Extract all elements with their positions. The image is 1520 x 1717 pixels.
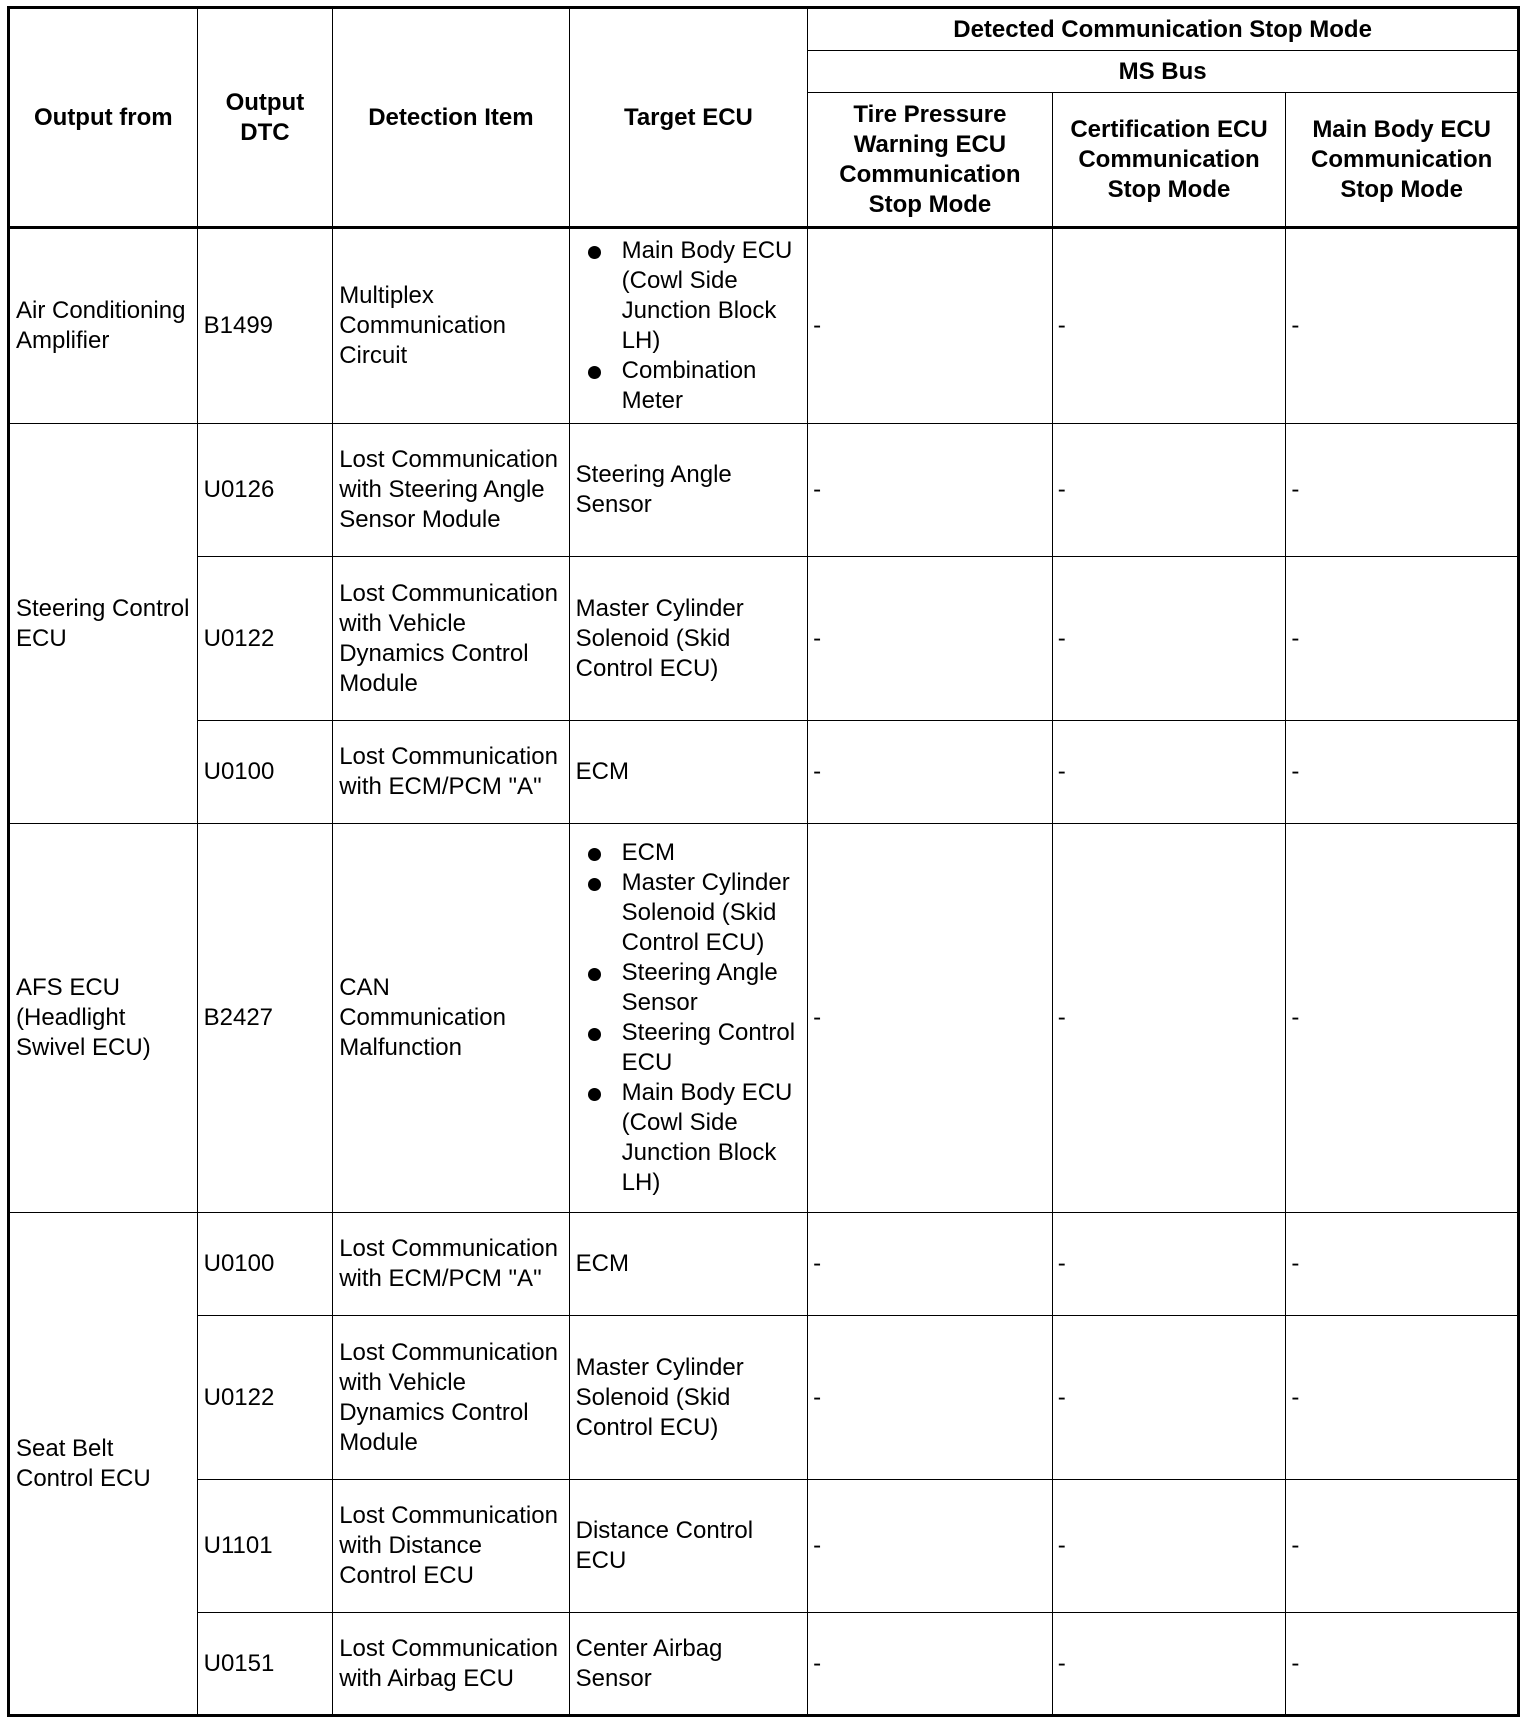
output-from-cell: Air Conditioning Amplifier bbox=[9, 228, 198, 424]
output-from-cell: Steering Control ECU bbox=[9, 424, 198, 824]
output-from-cell: Seat Belt Control ECU bbox=[9, 1213, 198, 1716]
main-body-cell: - bbox=[1286, 1316, 1519, 1480]
bullet-icon bbox=[588, 366, 601, 379]
header-detection-item: Detection Item bbox=[333, 8, 569, 228]
tire-pressure-cell: - bbox=[808, 1480, 1053, 1613]
dtc-cell: U0100 bbox=[197, 721, 333, 824]
list-item: Steering Angle Sensor bbox=[572, 958, 806, 1018]
certification-cell: - bbox=[1052, 228, 1286, 424]
list-item: Main Body ECU (Cowl Side Junction Block LH) bbox=[572, 236, 806, 356]
tire-pressure-cell: - bbox=[808, 557, 1053, 721]
table-row bbox=[9, 1213, 1519, 1316]
tire-pressure-cell: - bbox=[808, 721, 1053, 824]
dtc-cell: B1499 bbox=[197, 228, 333, 424]
target-list bbox=[572, 838, 806, 1198]
tire-pressure-cell: - bbox=[808, 824, 1053, 1213]
main-body-cell: - bbox=[1286, 1213, 1519, 1316]
header-output-from: Output from bbox=[9, 8, 198, 228]
dtc-cell: U0151 bbox=[197, 1613, 333, 1716]
detection-cell: Lost Communication with Steering Angle Sensor Module bbox=[333, 424, 569, 557]
bullet-icon bbox=[588, 848, 601, 861]
bullet-icon bbox=[588, 968, 601, 981]
table-row bbox=[9, 824, 1519, 1213]
table-row bbox=[9, 1613, 1519, 1716]
table-row bbox=[9, 1480, 1519, 1613]
detection-cell: Lost Communication with ECM/PCM "A" bbox=[333, 721, 569, 824]
tire-pressure-cell: - bbox=[808, 424, 1053, 557]
table-row bbox=[9, 228, 1519, 424]
output-from-cell: AFS ECU (Headlight Swivel ECU) bbox=[9, 824, 198, 1213]
tire-pressure-cell: - bbox=[808, 1316, 1053, 1480]
dtc-cell: U0122 bbox=[197, 557, 333, 721]
main-body-cell: - bbox=[1286, 824, 1519, 1213]
list-item: Combination Meter bbox=[572, 356, 806, 416]
main-body-cell: - bbox=[1286, 228, 1519, 424]
dtc-cell: U0126 bbox=[197, 424, 333, 557]
certification-cell: - bbox=[1052, 1480, 1286, 1613]
target-cell: Center Airbag Sensor bbox=[569, 1613, 808, 1716]
target-cell: Master Cylinder Solenoid (Skid Control ECU) bbox=[569, 1316, 808, 1480]
header-main-body-mode: Main Body ECU Communication Stop Mode bbox=[1286, 93, 1519, 228]
list-item: Steering Control ECU bbox=[572, 1018, 806, 1078]
tire-pressure-cell: - bbox=[808, 1213, 1053, 1316]
detection-cell: Lost Communication with Distance Control ECU bbox=[333, 1480, 569, 1613]
main-body-cell: - bbox=[1286, 1480, 1519, 1613]
table-row bbox=[9, 1316, 1519, 1480]
table-row bbox=[9, 424, 1519, 557]
target-cell: ECM bbox=[569, 1213, 808, 1316]
main-body-cell: - bbox=[1286, 557, 1519, 721]
table-row bbox=[9, 557, 1519, 721]
detection-cell: Lost Communication with Vehicle Dynamics Control Module bbox=[333, 557, 569, 721]
dtc-cell: U0100 bbox=[197, 1213, 333, 1316]
tire-pressure-cell: - bbox=[808, 1613, 1053, 1716]
certification-cell: - bbox=[1052, 824, 1286, 1213]
detection-cell: Lost Communication with ECM/PCM "A" bbox=[333, 1213, 569, 1316]
bullet-icon bbox=[588, 878, 601, 891]
header-certification-mode: Certification ECU Communication Stop Mode bbox=[1052, 93, 1286, 228]
header-ms-bus: MS Bus bbox=[808, 51, 1519, 93]
detection-cell: CAN Communication Malfunction bbox=[333, 824, 569, 1213]
dtc-cell: U0122 bbox=[197, 1316, 333, 1480]
header-output-dtc: Output DTC bbox=[197, 8, 333, 228]
header-detected-mode: Detected Communication Stop Mode bbox=[808, 8, 1519, 51]
certification-cell: - bbox=[1052, 1213, 1286, 1316]
certification-cell: - bbox=[1052, 1613, 1286, 1716]
target-cell: Distance Control ECU bbox=[569, 1480, 808, 1613]
target-cell bbox=[569, 228, 808, 424]
main-body-cell: - bbox=[1286, 721, 1519, 824]
detection-cell: Multiplex Communication Circuit bbox=[333, 228, 569, 424]
main-body-cell: - bbox=[1286, 1613, 1519, 1716]
header-tire-pressure-mode: Tire Pressure Warning ECU Communication Stop Mode bbox=[808, 93, 1053, 228]
target-cell: ECM bbox=[569, 721, 808, 824]
bullet-icon bbox=[588, 1028, 601, 1041]
certification-cell: - bbox=[1052, 424, 1286, 557]
header-target-ecu: Target ECU bbox=[569, 8, 808, 228]
target-cell bbox=[569, 824, 808, 1213]
list-item: ECM bbox=[572, 838, 806, 868]
certification-cell: - bbox=[1052, 1316, 1286, 1480]
tire-pressure-cell: - bbox=[808, 228, 1053, 424]
list-item: Master Cylinder Solenoid (Skid Control ECU) bbox=[572, 868, 806, 958]
main-body-cell: - bbox=[1286, 424, 1519, 557]
certification-cell: - bbox=[1052, 557, 1286, 721]
dtc-table bbox=[7, 6, 1520, 1717]
detection-cell: Lost Communication with Vehicle Dynamics Control Module bbox=[333, 1316, 569, 1480]
list-item: Main Body ECU (Cowl Side Junction Block LH) bbox=[572, 1078, 806, 1198]
certification-cell: - bbox=[1052, 721, 1286, 824]
dtc-cell: B2427 bbox=[197, 824, 333, 1213]
detection-cell: Lost Communication with Airbag ECU bbox=[333, 1613, 569, 1716]
dtc-cell: U1101 bbox=[197, 1480, 333, 1613]
bullet-icon bbox=[588, 246, 601, 259]
target-cell: Steering Angle Sensor bbox=[569, 424, 808, 557]
target-list bbox=[572, 236, 806, 416]
table-row bbox=[9, 721, 1519, 824]
bullet-icon bbox=[588, 1088, 601, 1101]
target-cell: Master Cylinder Solenoid (Skid Control ECU) bbox=[569, 557, 808, 721]
